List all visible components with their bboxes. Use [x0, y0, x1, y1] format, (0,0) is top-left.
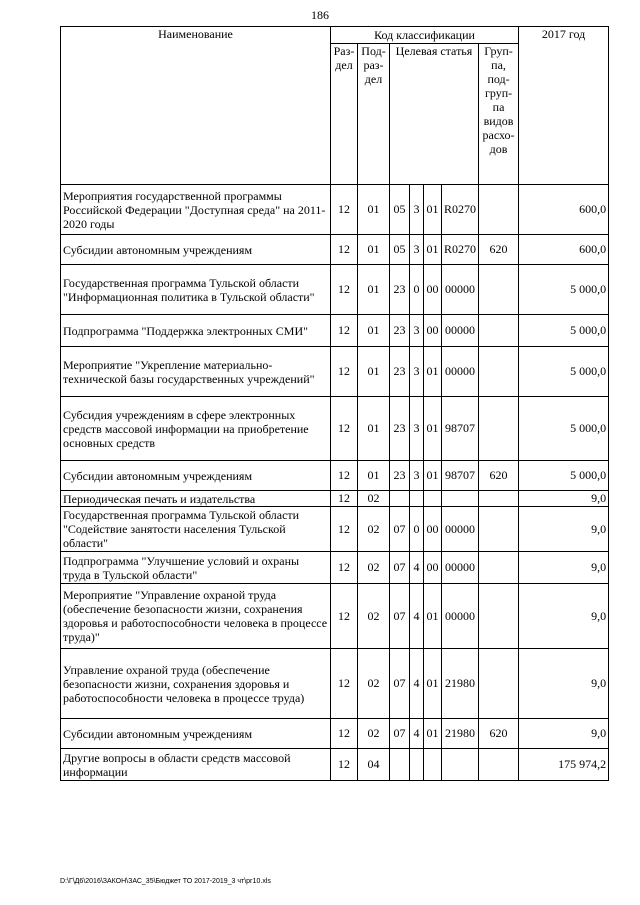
row-name: Государственная программа Тульской области "Информационная политика в Тульской области": [61, 265, 331, 315]
row-target-direction: 00000: [442, 265, 479, 315]
row-target-subprogram: 3: [410, 185, 424, 235]
table-row: [61, 491, 609, 507]
row-name: Субсидии автономным учреждениям: [61, 461, 331, 491]
row-amount: 175 974,2: [519, 749, 609, 781]
row-target-direction: [442, 491, 479, 507]
row-section: 12: [331, 265, 358, 315]
row-target-program: 23: [390, 461, 410, 491]
budget-table: [60, 26, 609, 781]
row-section: 12: [331, 315, 358, 347]
row-amount: 5 000,0: [519, 265, 609, 315]
row-section: 12: [331, 584, 358, 649]
row-target-program: 23: [390, 347, 410, 397]
row-target-activity: 00: [424, 315, 442, 347]
table-row: [61, 719, 609, 749]
row-target-direction: 21980: [442, 719, 479, 749]
table-row: [61, 552, 609, 584]
row-target-direction: 00000: [442, 315, 479, 347]
header-subsection: Под- раз- дел: [358, 44, 390, 185]
table-row: [61, 235, 609, 265]
row-target-subprogram: 0: [410, 265, 424, 315]
row-name: Управление охраной труда (обеспечение безопасности жизни, сохранения здоровья и работоспособности человека в процессе труда): [61, 649, 331, 719]
row-target-program: [390, 749, 410, 781]
table-row: [61, 507, 609, 552]
row-expense-group: [479, 315, 519, 347]
row-target-subprogram: 3: [410, 235, 424, 265]
row-section: 12: [331, 719, 358, 749]
row-name: Субсидии автономным учреждениям: [61, 719, 331, 749]
row-target-activity: 00: [424, 552, 442, 584]
row-expense-group: 620: [479, 235, 519, 265]
row-subsection: 01: [358, 315, 390, 347]
row-amount: 9,0: [519, 507, 609, 552]
row-target-direction: [442, 749, 479, 781]
row-amount: 5 000,0: [519, 461, 609, 491]
row-name: Подпрограмма "Улучшение условий и охраны труда в Тульской области": [61, 552, 331, 584]
row-target-activity: 00: [424, 265, 442, 315]
header-name: Наименование: [61, 27, 331, 185]
row-target-activity: 01: [424, 397, 442, 461]
row-amount: 9,0: [519, 719, 609, 749]
row-section: 12: [331, 185, 358, 235]
row-target-subprogram: 3: [410, 347, 424, 397]
table-row: [61, 185, 609, 235]
row-target-direction: 21980: [442, 649, 479, 719]
row-subsection: 02: [358, 719, 390, 749]
row-expense-group: [479, 649, 519, 719]
row-target-program: 23: [390, 397, 410, 461]
table-body: [61, 185, 609, 781]
row-amount: 9,0: [519, 491, 609, 507]
row-subsection: 02: [358, 507, 390, 552]
row-subsection: 01: [358, 397, 390, 461]
row-subsection: 02: [358, 584, 390, 649]
row-target-subprogram: 4: [410, 584, 424, 649]
row-target-activity: 00: [424, 507, 442, 552]
row-amount: 9,0: [519, 552, 609, 584]
row-target-direction: 00000: [442, 584, 479, 649]
table-row: [61, 347, 609, 397]
row-section: 12: [331, 552, 358, 584]
row-expense-group: [479, 552, 519, 584]
row-section: 12: [331, 649, 358, 719]
row-expense-group: [479, 749, 519, 781]
row-expense-group: [479, 584, 519, 649]
row-section: 12: [331, 491, 358, 507]
row-target-subprogram: [410, 491, 424, 507]
row-subsection: 04: [358, 749, 390, 781]
row-target-subprogram: 4: [410, 649, 424, 719]
table-row: [61, 649, 609, 719]
row-target-program: 05: [390, 235, 410, 265]
row-target-program: 07: [390, 719, 410, 749]
row-expense-group: 620: [479, 719, 519, 749]
row-name: Подпрограмма "Поддержка электронных СМИ": [61, 315, 331, 347]
row-subsection: 02: [358, 649, 390, 719]
row-target-direction: R0270: [442, 185, 479, 235]
row-target-direction: 00000: [442, 552, 479, 584]
table-row: [61, 584, 609, 649]
row-target-activity: [424, 749, 442, 781]
table-row: [61, 749, 609, 781]
row-target-program: 07: [390, 507, 410, 552]
row-target-activity: 01: [424, 649, 442, 719]
row-target-direction: 00000: [442, 347, 479, 397]
row-target-subprogram: 3: [410, 397, 424, 461]
row-target-subprogram: 4: [410, 552, 424, 584]
header-expense-group: Груп- па, под- груп- па видов расхо- дов: [479, 44, 519, 185]
row-subsection: 02: [358, 491, 390, 507]
row-amount: 9,0: [519, 649, 609, 719]
row-target-program: 23: [390, 265, 410, 315]
row-section: 12: [331, 347, 358, 397]
row-target-program: 07: [390, 552, 410, 584]
row-section: 12: [331, 397, 358, 461]
row-amount: 5 000,0: [519, 397, 609, 461]
row-section: 12: [331, 461, 358, 491]
row-amount: 5 000,0: [519, 347, 609, 397]
page-number: 186: [311, 8, 329, 22]
row-section: 12: [331, 749, 358, 781]
row-target-activity: 01: [424, 584, 442, 649]
row-name: Субсидия учреждениям в сфере электронных средств массовой информации на приобретение основных средств: [61, 397, 331, 461]
row-subsection: 01: [358, 347, 390, 397]
row-expense-group: [479, 347, 519, 397]
row-subsection: 01: [358, 235, 390, 265]
row-expense-group: [479, 265, 519, 315]
row-expense-group: [479, 185, 519, 235]
row-target-direction: 00000: [442, 507, 479, 552]
row-amount: 600,0: [519, 185, 609, 235]
header-target-article: Целевая статья: [390, 44, 479, 185]
row-target-activity: 01: [424, 235, 442, 265]
row-amount: 9,0: [519, 584, 609, 649]
row-target-program: 05: [390, 185, 410, 235]
row-name: Мероприятия государственной программы Российской Федерации "Доступная среда" на 2011-2020 годы: [61, 185, 331, 235]
row-target-activity: 01: [424, 347, 442, 397]
row-name: Субсидии автономным учреждениям: [61, 235, 331, 265]
row-target-direction: 98707: [442, 461, 479, 491]
header-code-group: Код классификации: [331, 27, 519, 44]
row-target-activity: 01: [424, 719, 442, 749]
table-row: [61, 397, 609, 461]
row-target-subprogram: 0: [410, 507, 424, 552]
row-section: 12: [331, 507, 358, 552]
row-target-program: 07: [390, 649, 410, 719]
row-expense-group: [479, 397, 519, 461]
header-year: 2017 год: [519, 27, 609, 185]
row-amount: 5 000,0: [519, 315, 609, 347]
row-subsection: 02: [358, 552, 390, 584]
footer-file-path: D:\Г\Д6\2016\ЗАКОН\ЗАС_35\Бюджет ТО 2017-2019_3 чт\рг10.xls: [60, 878, 271, 885]
row-target-activity: [424, 491, 442, 507]
row-name: Периодическая печать и издательства: [61, 491, 331, 507]
row-amount: 600,0: [519, 235, 609, 265]
row-target-subprogram: 3: [410, 315, 424, 347]
row-expense-group: [479, 491, 519, 507]
row-target-activity: 01: [424, 185, 442, 235]
table-row: [61, 265, 609, 315]
row-target-subprogram: 3: [410, 461, 424, 491]
row-target-activity: 01: [424, 461, 442, 491]
row-target-program: [390, 491, 410, 507]
row-name: Мероприятие "Укрепление материально-технической базы государственных учреждений": [61, 347, 331, 397]
row-subsection: 01: [358, 185, 390, 235]
row-name: Другие вопросы в области средств массовой информации: [61, 749, 331, 781]
row-subsection: 01: [358, 461, 390, 491]
row-name: Государственная программа Тульской области "Содействие занятости населения Тульской области": [61, 507, 331, 552]
row-target-program: 23: [390, 315, 410, 347]
row-target-subprogram: [410, 749, 424, 781]
row-target-direction: 98707: [442, 397, 479, 461]
row-section: 12: [331, 235, 358, 265]
table-row: [61, 461, 609, 491]
row-expense-group: 620: [479, 461, 519, 491]
row-target-program: 07: [390, 584, 410, 649]
row-name: Мероприятие "Управление охраной труда (обеспечение безопасности жизни, сохранения здоровья и работоспособности человека в процессе труда)": [61, 584, 331, 649]
row-subsection: 01: [358, 265, 390, 315]
row-expense-group: [479, 507, 519, 552]
table-row: [61, 315, 609, 347]
header-section: Раз- дел: [331, 44, 358, 185]
row-target-direction: R0270: [442, 235, 479, 265]
row-target-subprogram: 4: [410, 719, 424, 749]
